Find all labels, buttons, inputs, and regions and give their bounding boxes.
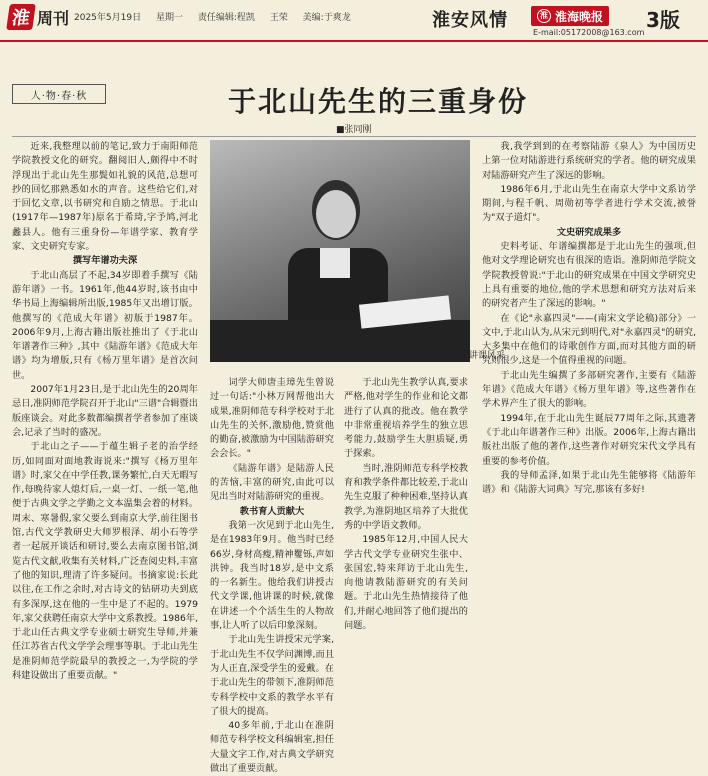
paragraph: 我第一次见到于北山先生,是在1983年9月。他当时已经66岁,身材高瘦,精神矍铄,声如洪钟。我当时18岁,是中文系的一名新生。他给我们讲授古代文学课,他讲课的时候,就像在讲述一个个活生生的人物故事,让人听了以后印象深刻。 [210, 519, 334, 632]
paragraph: 我的导师孟泽,如果于北山先生能够将《陆游年谱》和《陆游大词典》写完,那该有多好! [482, 469, 696, 496]
proof-credit: 王荣 [269, 13, 288, 23]
portrait-photo [210, 140, 470, 362]
page-number: 3版 [646, 8, 680, 32]
paragraph: 当时,淮阴师范专科学校教育和教学条件都比较差,于北山先生克服了种种困难,坚持认真教学,为淮阴地区培养了大批优秀的中学语文教师。 [344, 462, 468, 531]
issue-info [74, 10, 363, 23]
paper-name: 淮海晚报 [555, 9, 604, 24]
paragraph: 在《论"永嘉四灵"——(南宋文学论稿)部分》一文中,于北山认为,从宋元到明代,对"永嘉四灵"的研究,大多集中在他们的诗歌创作方面,而对其他方面的研究则很少,这是一个值得重视的问题。 [482, 312, 696, 367]
paragraph: 史料考证、年谱编撰都是于北山先生的强项,但他对文学理论研究也有很深的造诣。淮阴师范学院文学院教授曾说:"于北山的研究成果在中国文学研究史上具有重要的地位,他的学术思想和研究方法对后来的研究者产生了深远的影响。" [482, 241, 696, 310]
issue-weekday: 星期一 [155, 13, 183, 23]
column-tag: 人·物·春·秋 [12, 84, 106, 104]
paragraph: 于北山之子——于蕴生辑子老的治学经历,如同面对面地教诲说来:"撰写《杨万里年谱》时,家父在中学任教,课务繁忙,白天无暇写作,每晚待家人熄灯后,一桌一灯、一纸一笔,他便于古典文学之学勤之文本温集会着的材料。周末、寒暑假,家父要么到南京大学,前往图书馆,古代文学教研史大师罗根泽、胡小石等学者一起展开谈话和研讨,要么去南京图书馆,浏览古代文献,收集有关材料,广泛查阅史料,丰富了他的知识,理清了许多疑问。书摘家说:长此以往,在工作之余时,对古诗文的钻研功夫到底有多深厚,这在他的一生中是了不起的。1979年,家父获聘任南京大学中文系教授。1986年,于北山任古典文学专业硕士研究生导师,并兼任江苏省古代文学学会理事等职。于北山先生是准阴师范学院最早的教授之一,为学院的学科建设做出了重要贡献。" [12, 441, 198, 681]
paragraph: 近来,我整理以前的笔记,致力于南阳师范学院教授文化的研究。翻阅旧人,颇得中不时浮现出于北山先生那鬓如礼貌的风范,总想可抄的回忆那熟悉如水的声音。这些给它们,对于回忆文章,以书研究和自励之情思。于北山(1917年—1987年)原名于希琦,字予鸠,河北蠡县人。他有三重身份—年谱学家、教育学家、文史研究专家。 [12, 141, 198, 253]
paragraph: 1986年6月,于北山先生在南京大学中文系访学期间,与程千帆、周勋初等学者进行学术交流,被誉为"双子道灯"。 [482, 183, 696, 224]
article-column-2 [210, 376, 334, 775]
logo-text: 周刊 [37, 8, 70, 28]
subheading: 文史研究成果多 [556, 226, 622, 238]
paper-logo-icon: 淮 [537, 9, 551, 23]
article-column-1 [12, 140, 198, 681]
article-headline: 于北山先生的三重身份 [228, 85, 529, 118]
article-column-4 [482, 140, 696, 652]
logo-icon: 淮 [6, 4, 36, 30]
paragraph: 词学大师唐圭璋先生曾说过一句话:"小林万网帮他出大成果,准阴师范专科学校对于北山先生的关怀,激励他,赞赏他的勤奋,被激励为中国陆游研究会会长。" [210, 377, 334, 460]
article-column-3 [344, 376, 468, 652]
paragraph: 我,我学到到的在考察陆游《泉人》为中国历史上第一位对陆游进行系统研究的学者。他的研究成果对陆游研究产生了深远的影响。 [482, 141, 696, 181]
editor-credit: 责任编辑:程凯 [197, 13, 255, 23]
header-rule [0, 40, 708, 42]
paragraph: 《陆游年谱》是陆游人民的苦恼,丰富的研究,由此可以见出当时对陆游研究的重视。 [210, 462, 334, 503]
design-credit: 美编:于爽龙 [302, 13, 351, 23]
section-title: 淮安风情 [432, 10, 508, 31]
contact-email: E-mail:05172008@163.com [533, 28, 645, 37]
paragraph: 于北山高层了不起,34岁即着手撰写《陆游年谱》一书。1961年,他44岁时,该书由中华书局上海编辑所出版,1985年又出增订版。他撰写的《范成大年谱》初版于1987年。2006年9月,上海古籍出版社推出了《于北山年谱著作三种》,其中《陆游年谱》《范成大年谱》均为增版,只有《杨万里年谱》是首次问世。 [12, 269, 198, 381]
paragraph: 1994年,在于北山先生诞辰77周年之际,其遗著《于北山年谱著作三种》出版。2006年,上海古籍出版社出版了他的著作,这些著作对研究宋代文学具有重要的参考价值。 [482, 412, 696, 467]
page-header [0, 0, 708, 40]
paragraph: 40多年前,于北山在准阴师范专科学校文科编辑室,担任大量文字工作,对古典文学研究做出了重要贡献。 [210, 720, 334, 775]
paragraph: 于北山先生教学认真,要求严格,他对学生的作业和论文都进行了认真的批改。他在教学中非常重视培养学生的独立思考能力,鼓励学生大胆质疑,勇于探索。 [344, 377, 468, 460]
issue-date: 2025年5月19日 [74, 13, 142, 23]
photo-caption: 于北山先生讲课风采 [424, 351, 506, 361]
paper-name-badge [531, 6, 609, 26]
paragraph: 1985年12月,中国人民大学古代文学专业研究生张中、张国宏,特来拜访于北山先生,向他请教陆游研究的有关问题。于北山先生热情接待了他们,并耐心地回答了他们提出的问题。 [344, 534, 468, 632]
subheading: 撰写年谱功夫深 [72, 255, 138, 267]
paragraph: 于北山先生讲授宋元学案,于北山先生不仅学问渊博,而且为人正直,深受学生的爱戴。在于北山先生的带领下,准阴师范专科学校中文系的教学水平有了很大的提高。 [210, 634, 334, 717]
paragraph: 于北山先生编撰了多部研究著作,主要有《陆游年谱》《范成大年谱》《杨万里年谱》等,这些著作在学术界产生了很大的影响。 [482, 369, 696, 410]
masthead-logo [8, 4, 69, 30]
subheading: 教书育人贡献大 [239, 505, 305, 517]
article-byline: ■张同刚 [336, 125, 372, 135]
divider [12, 136, 696, 137]
paragraph: 2007年1月23日,是于北山先生的20周年忌日,准阴师范学院召开于北山"三谱"合辑暨出版座谈会。对此多数都编撰者学者参加了座谈会,记录了当时的盛况。 [12, 384, 198, 438]
